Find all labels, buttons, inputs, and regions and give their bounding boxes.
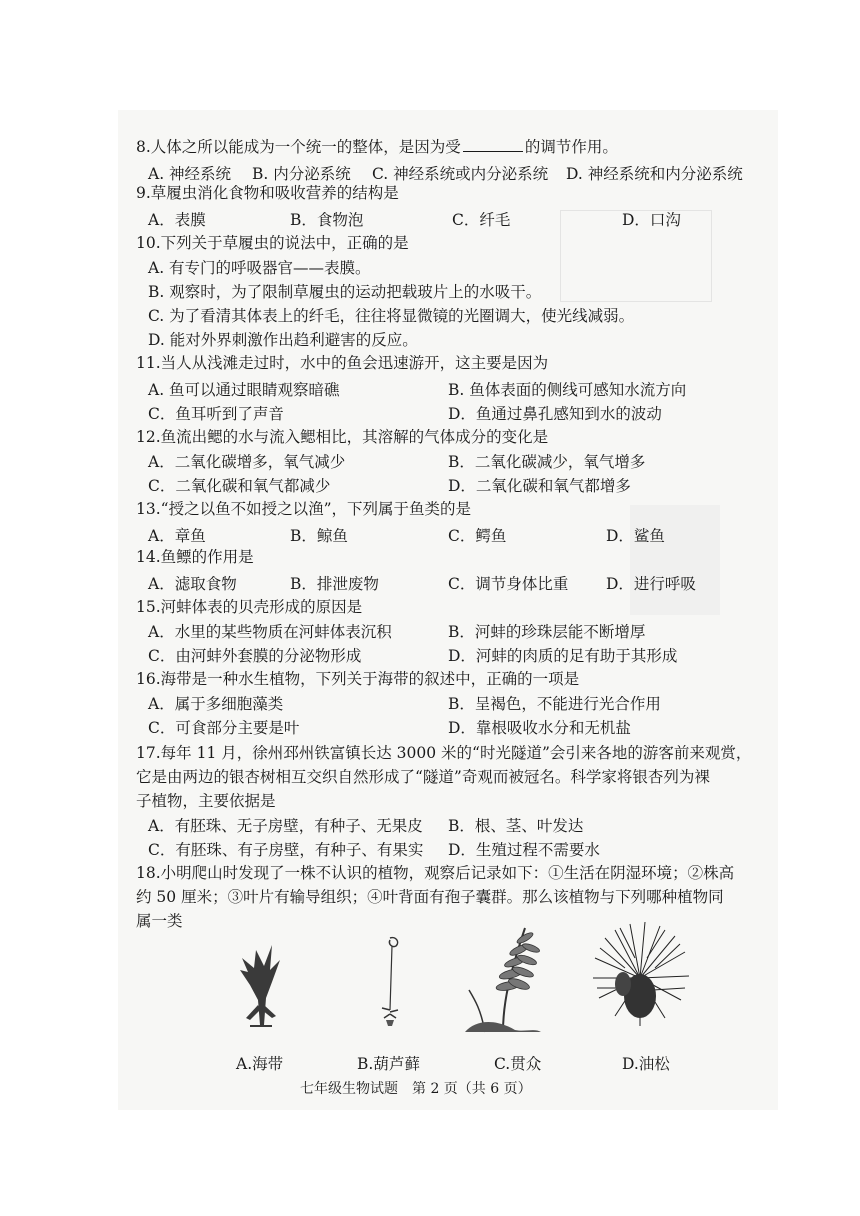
option-9b: B．食物泡 <box>290 211 364 229</box>
pine-illustration <box>585 918 695 1033</box>
answer-blank <box>463 137 523 152</box>
stem-text: 当人从浅滩走过时，水中的鱼会迅速游开，这主要是因为 <box>160 354 549 372</box>
option-14d: D．进行呼吸 <box>606 575 696 593</box>
question-10-stem <box>136 232 409 254</box>
question-number: 18. <box>136 864 161 882</box>
option-17d: D．生殖过程不需要水 <box>448 841 600 859</box>
option-10c: C. 为了看清其体表上的纤毛，往往将显微镜的光圈调大，使光线减弱。 <box>148 307 635 325</box>
option-10d: D. 能对外界刺激作出趋利避害的反应。 <box>148 331 418 349</box>
option-9a: A．表膜 <box>148 211 206 229</box>
option-12d: D．二氧化碳和氧气都增多 <box>448 477 631 495</box>
option-12b: B．二氧化碳减少，氧气增多 <box>448 453 646 471</box>
question-number: 12. <box>136 428 161 446</box>
option-16a: A．属于多细胞藻类 <box>148 695 284 713</box>
option-15c: C．由河蚌外套膜的分泌物形成 <box>148 647 362 665</box>
stem-text: 小明爬山时发现了一株不认识的植物，观察后记录如下：①生活在阴湿环境；②株高 <box>160 864 735 882</box>
question-number: 17. <box>136 744 161 762</box>
option-18a: A.海带 <box>236 1055 284 1073</box>
stem-text: 河蚌体表的贝壳形成的原因是 <box>160 598 363 616</box>
option-9d: D．口沟 <box>622 211 681 229</box>
option-18c: C.贯众 <box>494 1055 542 1073</box>
option-14a: A．滤取食物 <box>148 575 237 593</box>
question-11-stem <box>136 352 548 374</box>
show-through-block <box>630 505 720 615</box>
option-8a: A. 神经系统 <box>148 165 232 183</box>
question-12-stem <box>136 426 548 448</box>
question-number: 15. <box>136 598 161 616</box>
option-13a: A．章鱼 <box>148 527 206 545</box>
option-14c: C．调节身体比重 <box>448 575 569 593</box>
option-14b: B．排泄废物 <box>290 575 379 593</box>
question-17-stem-line: 子植物，主要依据是 <box>136 792 276 810</box>
question-15-stem <box>136 596 362 618</box>
stem-text: “授之以鱼不如授之以渔”，下列属于鱼类的是 <box>160 500 472 518</box>
question-18-stem <box>136 862 734 884</box>
stem-text: 鱼流出鳃的水与流入鳃相比，其溶解的气体成分的变化是 <box>160 428 549 446</box>
option-11d: D．鱼通过鼻孔感知到水的波动 <box>448 405 662 423</box>
option-16b: B．呈褐色，不能进行光合作用 <box>448 695 661 713</box>
option-18d: D.油松 <box>622 1055 670 1073</box>
question-17-stem <box>136 742 751 764</box>
option-9c: C．纤毛 <box>452 211 511 229</box>
stem-text: 人体之所以能成为一个统一的整体，是因为受 <box>150 138 461 156</box>
option-11c: C．鱼耳听到了声音 <box>148 405 284 423</box>
question-number: 9. <box>136 184 151 202</box>
option-13c: C．鳄鱼 <box>448 527 507 545</box>
option-8d: D. 神经系统和内分泌系统 <box>566 165 743 183</box>
question-9-stem <box>136 182 399 204</box>
question-8-stem <box>136 136 618 158</box>
option-17c: C．有胚珠、有子房壁，有种子、有果实 <box>148 841 424 859</box>
stem-text: 海带是一种水生植物，下列关于海带的叙述中，正确的一项是 <box>160 670 580 688</box>
stem-text: 下列关于草履虫的说法中，正确的是 <box>160 234 409 252</box>
option-10a: A. 有专门的呼吸器官——表膜。 <box>148 259 371 277</box>
option-12a: A．二氧化碳增多，氧气减少 <box>148 453 346 471</box>
option-8c: C. 神经系统或内分泌系统 <box>372 165 549 183</box>
kelp-illustration <box>220 930 300 1030</box>
moss-illustration <box>370 930 410 1030</box>
question-number: 11. <box>136 354 161 372</box>
stem-text: 每年 11 月，徐州邳州铁富镇长达 3000 米的“时光隧道”会引来各地的游客前来观赏， <box>160 744 752 762</box>
question-18-stem-line: 约 50 厘米；③叶片有输导组织；④叶背面有孢子囊群。那么该植物与下列哪种植物同 <box>136 888 724 906</box>
option-16c: C．可食部分主要是叶 <box>148 719 300 737</box>
question-number: 14. <box>136 548 161 566</box>
question-number: 16. <box>136 670 161 688</box>
option-17a: A．有胚珠、无子房壁，有种子、无果皮 <box>148 817 423 835</box>
option-12c: C．二氧化碳和氧气都减少 <box>148 477 331 495</box>
option-11b: B. 鱼体表面的侧线可感知水流方向 <box>448 381 687 399</box>
option-13d: D．鲨鱼 <box>606 527 665 545</box>
question-number: 10. <box>136 234 161 252</box>
stem-text: 的调节作用。 <box>524 138 618 156</box>
question-17-stem-line: 它是由两边的银杏树相互交织自然形成了“隧道”奇观而被冠名。科学家将银杏列为裸 <box>136 768 710 786</box>
stem-text: 草履虫消化食物和吸收营养的结构是 <box>150 184 399 202</box>
fern-illustration <box>455 920 545 1035</box>
option-17b: B．根、茎、叶发达 <box>448 817 584 835</box>
option-11a: A. 鱼可以通过眼睛观察暗礁 <box>148 381 340 399</box>
question-13-stem <box>136 498 471 520</box>
page-footer: 七年级生物试题 第 2 页（共 6 页） <box>300 1081 532 1097</box>
question-18-stem-line: 属一类 <box>136 912 183 930</box>
option-16d: D．靠根吸收水分和无机盐 <box>448 719 631 737</box>
option-10b: B. 观察时，为了限制草履虫的运动把载玻片上的水吸干。 <box>148 283 542 301</box>
question-16-stem <box>136 668 579 690</box>
option-13b: B．鲸鱼 <box>290 527 348 545</box>
question-14-stem <box>136 546 254 568</box>
option-8b: B. 内分泌系统 <box>252 165 351 183</box>
option-15d: D．河蚌的肉质的足有助于其形成 <box>448 647 678 665</box>
question-number: 8. <box>136 138 151 156</box>
option-15a: A．水里的某些物质在河蚌体表沉积 <box>148 623 392 641</box>
stem-text: 鱼鳔的作用是 <box>160 548 254 566</box>
option-18b: B.葫芦藓 <box>357 1055 420 1073</box>
question-number: 13. <box>136 500 161 518</box>
option-15b: B．河蚌的珍珠层能不断增厚 <box>448 623 646 641</box>
